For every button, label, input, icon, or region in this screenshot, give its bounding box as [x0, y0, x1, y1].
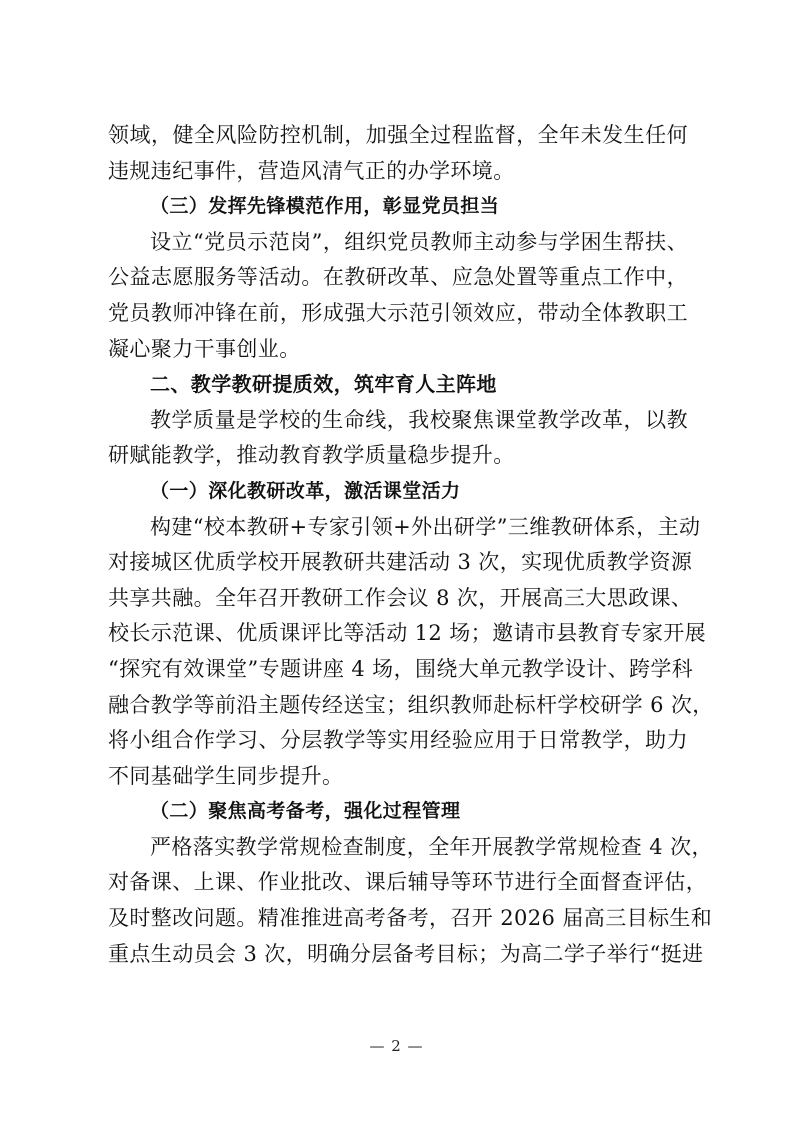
paragraph-start-line: 构建“校本教研+专家引领+外出研学”三维教研体系，主动 [150, 514, 701, 539]
page-number: — 2 — [369, 1037, 424, 1055]
body-text-line: “探究有效课堂”专题讲座 4 场，围绕大单元教学设计、跨学科 [108, 656, 694, 681]
body-text-line: 对备课、上课、作业批改、课后辅导等环节进行全面督查评估， [108, 870, 708, 895]
body-text-line: 不同基础学生同步提升。 [108, 763, 344, 788]
body-text-line: 对接城区优质学校开展教研共建活动 3 次，实现优质教学资源 [108, 550, 693, 575]
body-text-line: 重点生动员会 3 次，明确分层备考目标；为高二学子举行“挺进 [108, 941, 704, 966]
body-text-line: 党员教师冲锋在前，形成强大示范引领效应，带动全体教职工 [108, 300, 688, 325]
body-text-line: 研赋能教学，推动教育教学质量稳步提升。 [108, 443, 515, 468]
section-heading-3: （三）发挥先锋模范作用，彰显党员担当 [150, 195, 500, 218]
body-text-line: 及时整改问题。精准推进高考备考，召开 2026 届高三目标生和 [108, 906, 713, 931]
body-text-line: 校长示范课、优质课评比等活动 12 场；邀请市县教育专家开展 [108, 621, 707, 646]
chapter-heading-2: 二、教学教研提质效，筑牢育人主阵地 [150, 372, 497, 397]
body-text-line: 共享共融。全年召开教研工作会议 8 次，开展高三大思政课、 [108, 585, 693, 610]
body-text-line: 领域，健全风险防控机制，加强全过程监督，全年未发生任何 [108, 123, 688, 147]
section-heading-1: （一）深化教研改革，激活课堂活力 [150, 479, 461, 502]
paragraph-start-line: 设立“党员示范岗”，组织党员教师主动参与学困生帮扶、 [150, 229, 688, 254]
body-text-line: 将小组合作学习、分层教学等实用经验应用于日常教学，助力 [108, 728, 688, 753]
body-text-line: 凝心聚力干事创业。 [108, 336, 301, 361]
body-text-line: 违规违纪事件，营造风清气正的办学环境。 [108, 158, 515, 183]
paragraph-start-line: 严格落实教学常规检查制度，全年开展教学常规检查 4 次， [150, 834, 713, 859]
paragraph-start-line: 教学质量是学校的生命线，我校聚焦课堂教学改革，以教 [150, 407, 688, 432]
body-text-line: 融合教学等前沿主题传经送宝；组织教师赴标杆学校研学 6 次， [108, 692, 714, 717]
document-page [108, 118, 714, 972]
body-text-line: 公益志愿服务等活动。在教研改革、应急处置等重点工作中， [108, 265, 688, 290]
section-heading-2: （二）聚焦高考备考，强化过程管理 [150, 800, 461, 823]
